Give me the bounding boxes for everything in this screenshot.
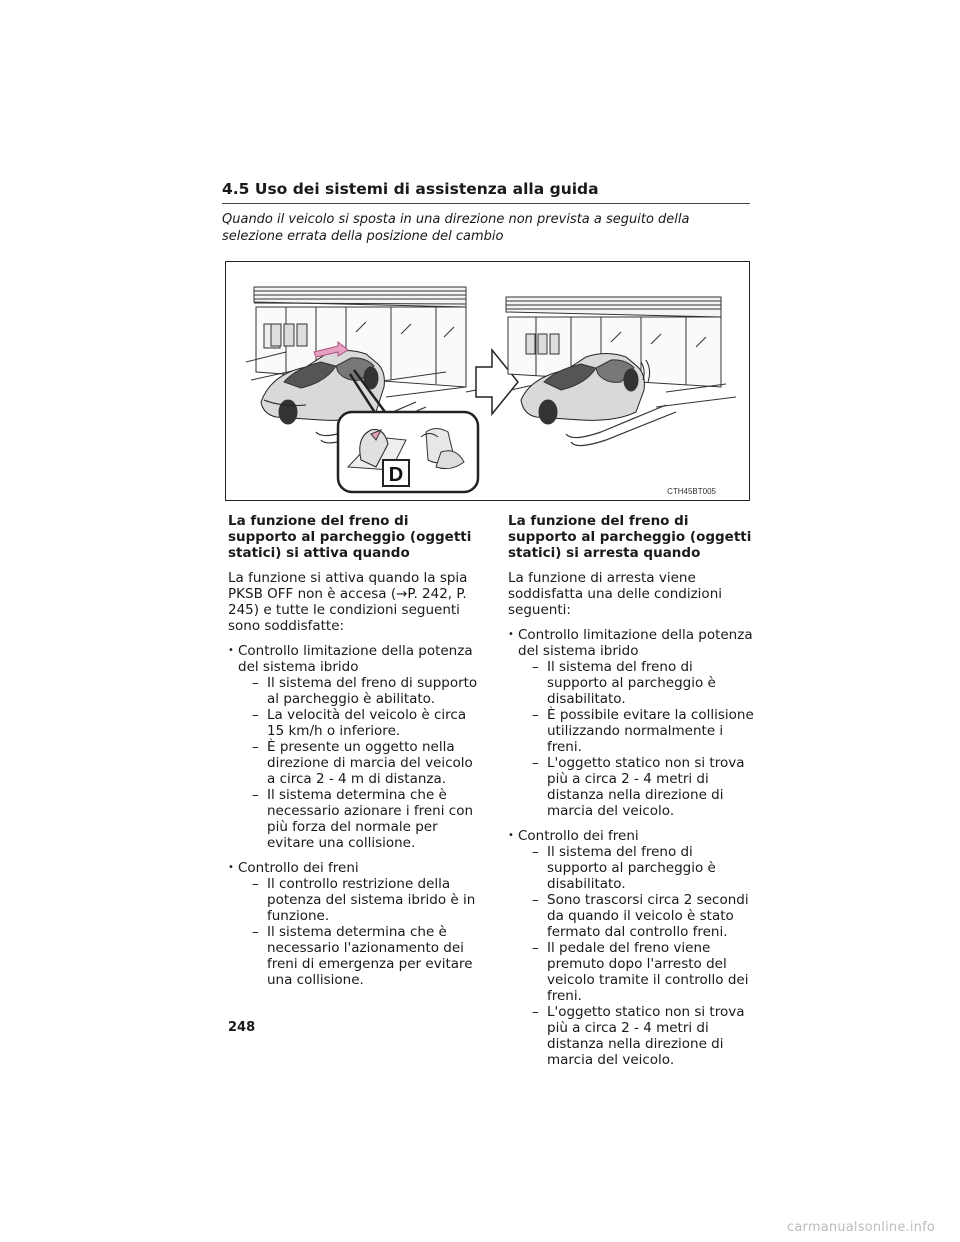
- left-bullet-2: [228, 860, 478, 988]
- right-bullet-2-item: – Il sistema del freno di supporto al parcheggio è disabilitato.: [518, 844, 754, 892]
- watermark: carmanualsonline.info: [787, 1220, 936, 1235]
- section-title: 4.5 Uso dei sistemi di assistenza alla guida: [222, 180, 750, 204]
- left-bullet-1-item: – La velocità del veicolo è circa 15 km/h o inferiore.: [238, 707, 478, 739]
- right-bullet-1: [508, 627, 754, 819]
- page-number: 248: [228, 1020, 256, 1035]
- figure-code: CTH45BT005: [667, 487, 716, 496]
- left-bullet-1-item: – Il sistema determina che è necessario azionare i freni con più forza del normale per evitare una collisione.: [238, 787, 478, 851]
- left-bullet-1-item: – Il sistema del freno di supporto al parcheggio è abilitato.: [238, 675, 478, 707]
- right-bullet-1-item: – È possibile evitare la collisione utilizzando normalmente i freni.: [518, 707, 754, 755]
- left-bullet-list: [228, 643, 478, 988]
- scene-after: [506, 297, 736, 446]
- right-heading: La funzione del freno di supporto al parcheggio (oggetti statici) si arresta quando: [508, 513, 752, 561]
- right-bullet-2-item: – Il pedale del freno viene premuto dopo l'arresto del veicolo tramite il controllo dei freni.: [518, 940, 754, 1004]
- right-bullet-2-item: – L'oggetto statico non si trova più a circa 2 - 4 metri di distanza nella direzione di marcia del veicolo.: [518, 1004, 754, 1068]
- right-bullet-2-label: • Controllo dei freni: [518, 828, 639, 844]
- left-bullet-2-label: • Controllo dei freni: [238, 860, 359, 876]
- left-bullet-2-item: – Il controllo restrizione della potenza del sistema ibrido è in funzione.: [238, 876, 478, 924]
- right-bullet-2: [508, 828, 754, 1068]
- right-intro: La funzione di arresta viene soddisfatta una delle condizioni seguenti:: [508, 570, 723, 618]
- left-bullet-1-item: – È presente un oggetto nella direzione di marcia del veicolo a circa 2 - 4 m di distanza.: [238, 739, 478, 787]
- right-bullet-1-item: – L'oggetto statico non si trova più a circa 2 - 4 metri di distanza nella direzione di marcia del veicolo.: [518, 755, 754, 819]
- gear-indicator-d: D: [388, 464, 404, 486]
- left-heading: La funzione del freno di supporto al parcheggio (oggetti statici) si attiva quando: [228, 513, 472, 561]
- right-bullet-1-item: – Il sistema del freno di supporto al parcheggio è disabilitato.: [518, 659, 754, 707]
- figure-caption: Quando il veicolo si sposta in una direzione non prevista a seguito della selezione errata della posizione del cambio: [222, 212, 690, 244]
- right-bullet-1-label: • Controllo limitazione della potenza del sistema ibrido: [518, 627, 753, 659]
- right-column: [508, 513, 754, 1077]
- left-bullet-1-label: • Controllo limitazione della potenza del sistema ibrido: [238, 643, 473, 675]
- left-bullet-2-item: – Il sistema determina che è necessario l'azionamento dei freni di emergenza per evitare una collisione.: [238, 924, 478, 988]
- right-bullet-2-item: – Sono trascorsi circa 2 secondi da quando il veicolo è stato fermato dal controllo freni.: [518, 892, 754, 940]
- left-intro: La funzione si attiva quando la spia PKSB OFF non è accesa (→P. 242, P. 245) e tutte le condizioni seguenti sono soddisfatte:: [228, 570, 468, 634]
- right-bullet-list: [508, 627, 754, 1068]
- left-bullet-1: [228, 643, 478, 851]
- illustration-parking-brake-support: [225, 261, 750, 501]
- left-column: [228, 513, 478, 997]
- scene-before: [246, 287, 478, 492]
